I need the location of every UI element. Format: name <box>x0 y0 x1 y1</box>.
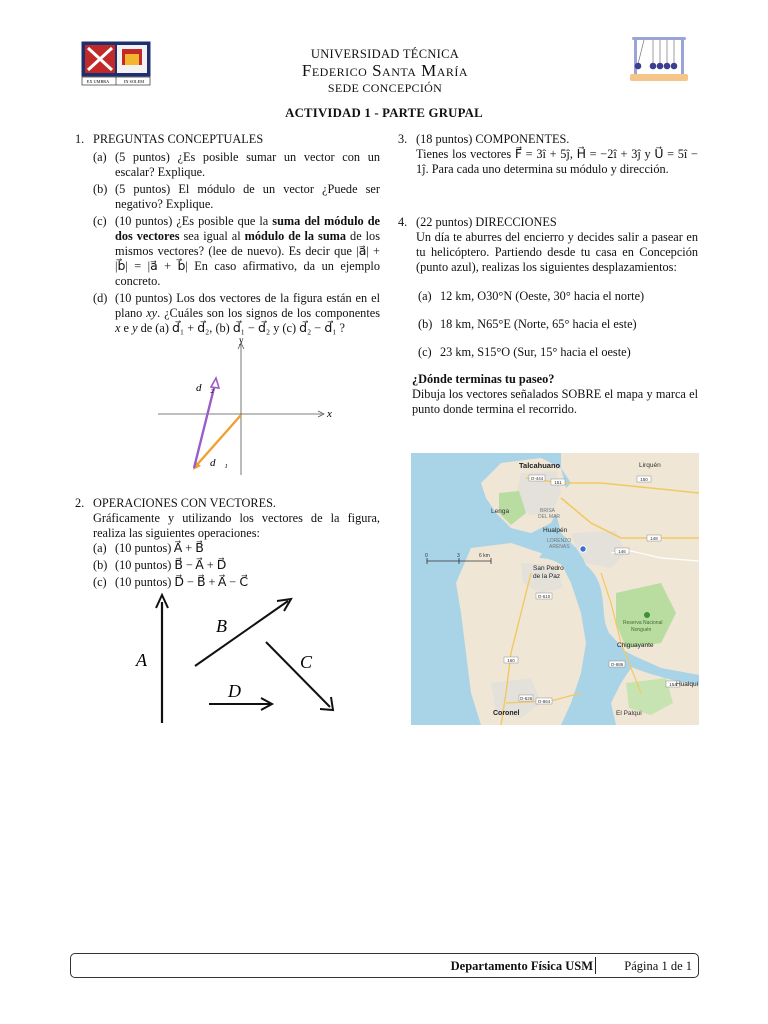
d2-label: d⃗₂ <box>196 382 214 394</box>
question-1d: (d) (10 puntos) Los dos vectores de la figura están en el plano xy. ¿Cuáles son los signos de los componentes x e y de (a) d⃗₁ + d⃗₂, (b) d⃗₁ − d⃗₂ y (c) d⃗₂ − d⃗₁ ? <box>93 291 380 335</box>
question-2 <box>75 496 380 590</box>
page-footer <box>70 953 699 978</box>
question-1-number: 1. <box>75 132 85 146</box>
route-o864: O-864 <box>537 699 551 704</box>
question-1-heading <box>75 132 380 147</box>
route-o626: O-626 <box>519 696 533 701</box>
route-151: 151 <box>554 480 562 485</box>
A-label: A⃗ <box>136 650 161 670</box>
question-2a: (a) (10 puntos) A⃗ + B⃗ <box>93 541 204 555</box>
newtons-cradle-icon <box>628 34 690 84</box>
map-lorenzo: LORENZO <box>547 538 572 544</box>
question-4-title: (22 puntos) DIRECCIONES <box>416 215 557 229</box>
logo-banner-left: EX UMBRA <box>86 79 110 85</box>
logo-banner-right: IN SOLEM <box>123 79 145 85</box>
vectors-d1-d2-figure <box>150 335 340 475</box>
question-4-heading: 4. (22 puntos) DIRECCIONES <box>398 215 557 229</box>
map-hualpen: Hualpén <box>543 527 568 534</box>
map-del-mar: DEL MAR <box>538 514 561 520</box>
university-line-3: SEDE CONCEPCIÓN <box>327 80 443 95</box>
page-title: ACTIVIDAD 1 - PARTE GRUPAL <box>285 106 483 120</box>
question-2b: (b) (10 puntos) B⃗ − A⃗ + D⃗ <box>93 558 227 572</box>
question-2c: (c) (10 puntos) D⃗ − B⃗ + A⃗ − C⃗ <box>93 575 248 589</box>
question-4-text: Un día te aburres del encierro y decides salir a pasear en tu helicóptero. Partiendo desde tu casa en Concepción (punto azul), realizas los siguientes desplazamientos: <box>416 230 698 274</box>
route-146: 146 <box>618 549 626 554</box>
question-4-question: ¿Dónde terminas tu paseo? <box>412 372 555 386</box>
university-header <box>230 47 540 96</box>
university-line-1: UNIVERSIDAD TÉCNICA <box>310 47 460 61</box>
route-o610: O-610 <box>537 594 551 599</box>
footer-separator <box>595 957 596 974</box>
footer-department: Departamento Física USM <box>450 959 593 973</box>
question-4a: (a) 12 km, O30°N (Oeste, 30° hacia el norte) <box>418 289 645 303</box>
y-axis-label: y <box>239 335 244 345</box>
route-148: 148 <box>650 536 658 541</box>
university-line-2: Federico Santa María <box>301 61 469 81</box>
question-1b: (b) (5 puntos) El módulo de un vector ¿Puede ser negativo? Explique. <box>93 182 380 211</box>
scale-0: 0 <box>425 553 428 559</box>
footer-page-number: Página 1 de 1 <box>624 959 692 973</box>
C-label: C⃗ <box>300 652 327 672</box>
map-reserva: Reserva Nacional <box>623 620 663 626</box>
x-axis-label: x <box>327 408 332 420</box>
question-3 <box>398 132 698 177</box>
map-coronel: Coronel <box>493 710 520 717</box>
map-arenas: ARENAS <box>549 544 570 550</box>
map-san-pedro: San Pedro <box>533 565 564 572</box>
route-150: 150 <box>640 477 648 482</box>
question-3-text: Tienes los vectores F⃗ = 3î + 5ĵ, H⃗ = −2î + 3ĵ y U⃗ = 5î − 1ĵ. Para cada uno determina su módulo y dirección. <box>416 147 698 176</box>
map-de-la-paz: de la Paz <box>533 573 561 580</box>
home-location-dot[interactable] <box>580 546 586 552</box>
map-talcahuano: Talcahuano <box>519 461 561 470</box>
route-o444: O-444 <box>530 476 544 481</box>
route-160: 160 <box>507 658 515 663</box>
concepcion-map[interactable] <box>411 453 699 725</box>
D-label: D⃗ <box>228 681 255 701</box>
question-1c: (c) (10 puntos) ¿Es posible que la suma del módulo de dos vectores sea igual al módulo de la suma de los mismos vectores? (lee de nuevo). Es decir que |a⃗| + |b⃗| = |a⃗ + b⃗| En caso afirmativo, da un ejemplo concreto. <box>93 214 380 288</box>
university-crest-logo <box>80 40 152 86</box>
question-1a: (a) (5 puntos) ¿Es posible sumar un vector con un escalar? Explique. <box>93 150 380 179</box>
map-nonguen: Nonguén <box>631 627 652 633</box>
sum-modulus-formula: |a⃗| + |b⃗| = |a⃗ + b⃗| <box>115 244 380 273</box>
d1-label: d⃗₁ <box>210 457 228 469</box>
map-lenga: Lenga <box>491 508 510 515</box>
vectors-abcd-figure <box>130 590 345 730</box>
map-chiguayante: Chiguayante <box>617 642 654 649</box>
scale-6: 6 km <box>479 553 490 559</box>
question-3-heading: 3. (18 puntos) COMPONENTES. <box>398 132 570 146</box>
question-2-title: OPERACIONES CON VECTORES. <box>93 496 277 510</box>
question-4 <box>398 215 698 417</box>
scale-3: 3 <box>457 553 460 559</box>
map-brisa: BRISA <box>540 508 556 514</box>
question-1 <box>75 132 380 336</box>
question-4b: (b) 18 km, N65°E (Norte, 65° hacia el este) <box>418 317 637 331</box>
question-1-title: PREGUNTAS CONCEPTUALES <box>93 132 264 146</box>
question-4c: (c) 23 km, S15°O (Sur, 15° hacia el oeste) <box>418 345 631 359</box>
question-2-heading: 2. OPERACIONES CON VECTORES. <box>75 496 277 510</box>
question-3-title: (18 puntos) COMPONENTES. <box>416 132 570 146</box>
map-lirquen: Lirquén <box>639 462 661 469</box>
question-4-instruction: Dibuja los vectores señalados SOBRE el mapa y marca el punto donde termina el recorrido. <box>412 387 698 416</box>
question-2-intro: Gráficamente y utilizando los vectores de la figura, realiza las siguientes operaciones: <box>93 511 380 540</box>
map-el-palqui: El Palqui <box>616 710 642 717</box>
map-hualqui: Hualqui <box>676 681 699 688</box>
question-4-prompt <box>398 372 698 387</box>
vector-B <box>195 601 288 666</box>
route-o60: O-686 <box>610 662 624 667</box>
route-154: 154 <box>669 682 677 687</box>
B-label: B⃗ <box>216 616 241 636</box>
